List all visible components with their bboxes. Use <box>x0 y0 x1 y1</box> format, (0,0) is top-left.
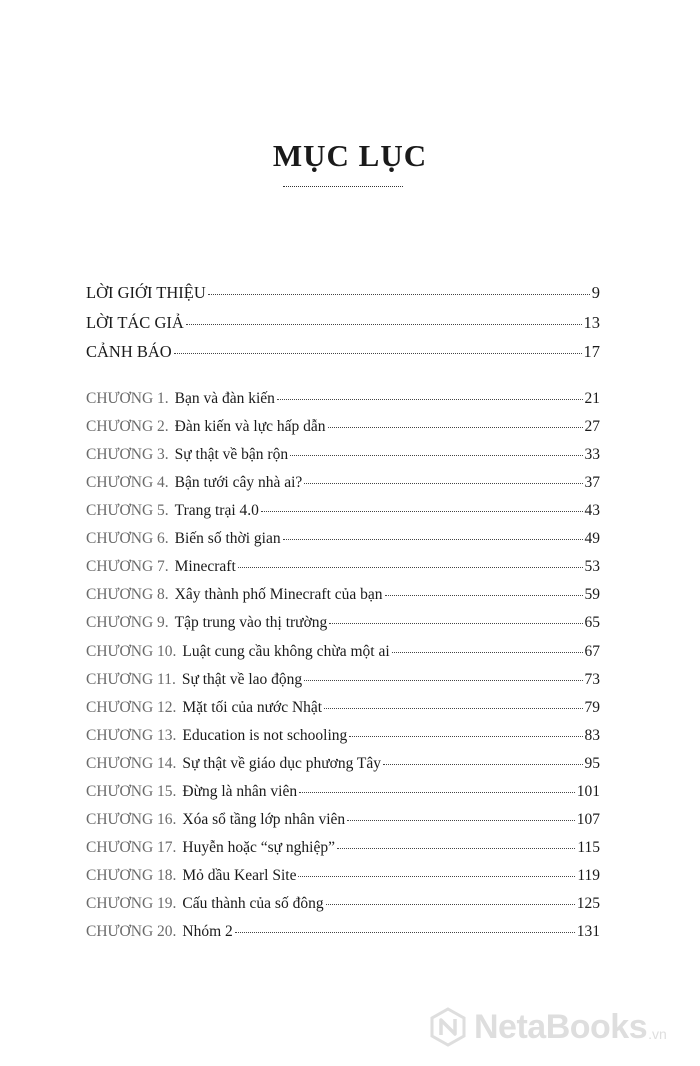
toc-page-number: 53 <box>584 558 600 575</box>
toc-leader <box>329 623 582 624</box>
toc-chapter-label: CHƯƠNG 12. <box>86 699 177 716</box>
toc-page-number: 43 <box>584 502 600 519</box>
toc-entry-title: Sự thật về giáo dục phương Tây <box>182 755 382 772</box>
toc-entry-title: Minecraft <box>174 558 236 575</box>
toc-entry-title: Xây thành phố Minecraft của bạn <box>174 586 383 603</box>
toc-page-number: 115 <box>577 839 600 856</box>
toc-leader <box>298 876 575 877</box>
toc-entry-title: Biến số thời gian <box>174 530 281 547</box>
toc-chapter-label: CHƯƠNG 2. <box>86 418 169 435</box>
toc-page-number: 9 <box>591 283 600 302</box>
toc-entry-chapter-16 <box>86 811 600 829</box>
toc-page-number: 65 <box>584 614 600 631</box>
page-title: MỤC LỤC <box>272 138 428 173</box>
toc-entry-chapter-19 <box>86 895 600 913</box>
toc-page-number: 107 <box>576 811 600 828</box>
toc-chapter-label: CHƯƠNG 16. <box>86 811 177 828</box>
toc-chapter-label: CHƯƠNG 9. <box>86 614 169 631</box>
toc-entry-chapter-3 <box>86 446 600 464</box>
toc-entry-title: Mỏ dầu Kearl Site <box>182 867 297 884</box>
toc-entry-front-1 <box>86 283 600 303</box>
toc-chapter-label: CHƯƠNG 20. <box>86 923 177 940</box>
toc-chapter-label: CHƯƠNG 3. <box>86 446 169 463</box>
toc-entry-chapter-6 <box>86 530 600 548</box>
toc-entry-chapter-11 <box>86 671 600 689</box>
toc-entry-chapter-13 <box>86 727 600 745</box>
toc-chapter-label: CHƯƠNG 6. <box>86 530 169 547</box>
toc-entry-title: Huyễn hoặc “sự nghiệp” <box>182 839 335 856</box>
toc-leader <box>349 736 582 737</box>
toc-entry-title: Luật cung cầu không chừa một ai <box>182 643 390 660</box>
toc-leader <box>324 708 582 709</box>
toc-chapter-label: CHƯƠNG 14. <box>86 755 177 772</box>
toc-entry-chapter-17 <box>86 839 600 857</box>
table-of-contents <box>86 0 600 1066</box>
toc-chapter-label: CHƯƠNG 15. <box>86 783 177 800</box>
toc-chapter-label: CHƯƠNG 5. <box>86 502 169 519</box>
toc-entry-chapter-20 <box>86 923 600 941</box>
toc-page-number: 59 <box>584 586 600 603</box>
toc-chapter-label: CHƯƠNG 11. <box>86 671 176 688</box>
toc-leader <box>261 511 583 512</box>
toc-entry-title: Nhóm 2 <box>182 923 233 940</box>
toc-page-number: 67 <box>584 643 600 660</box>
toc-entry-title: Bận tưới cây nhà ai? <box>174 474 303 491</box>
toc-chapter-label: CHƯƠNG 18. <box>86 867 177 884</box>
toc-entry-chapter-12 <box>86 699 600 717</box>
netabooks-logo-icon <box>428 1007 468 1047</box>
toc-page-number: 83 <box>584 727 600 744</box>
toc-chapter-label: CHƯƠNG 17. <box>86 839 177 856</box>
toc-entry-title: Sự thật về lao động <box>181 671 303 688</box>
toc-leader <box>238 567 583 568</box>
toc-entry-front-3 <box>86 342 600 362</box>
toc-entry-title: CẢNH BÁO <box>86 342 172 361</box>
toc-page-number: 37 <box>584 474 600 491</box>
toc-page-number: 49 <box>584 530 600 547</box>
toc-chapter-label: CHƯƠNG 19. <box>86 895 177 912</box>
toc-entry-title: Bạn và đàn kiến <box>174 390 275 407</box>
toc-leader <box>304 483 582 484</box>
toc-entry-title: Đừng là nhân viên <box>182 783 298 800</box>
toc-chapter-label: CHƯƠNG 7. <box>86 558 169 575</box>
toc-page-number: 13 <box>583 313 600 332</box>
toc-entry-title: Sự thật về bận rộn <box>174 446 289 463</box>
watermark <box>428 1002 698 1052</box>
toc-entry-chapter-1 <box>86 390 600 408</box>
toc-page-number: 79 <box>584 699 600 716</box>
watermark-brand: NetaBooks <box>474 1007 648 1046</box>
toc-leader <box>347 820 575 821</box>
toc-leader <box>326 904 575 905</box>
toc-page-number: 119 <box>577 867 600 884</box>
toc-entry-title: Đàn kiến và lực hấp dẫn <box>174 418 326 435</box>
toc-entry-chapter-18 <box>86 867 600 885</box>
toc-page-number: 131 <box>576 923 600 940</box>
toc-leader <box>277 399 583 400</box>
toc-page-number: 33 <box>584 446 600 463</box>
toc-entry-chapter-4 <box>86 474 600 492</box>
toc-entry-chapter-5 <box>86 502 600 520</box>
toc-leader <box>337 848 575 849</box>
toc-chapter-label: CHƯƠNG 13. <box>86 727 177 744</box>
toc-entry-chapter-8 <box>86 586 600 604</box>
toc-leader <box>208 294 590 295</box>
toc-entry-title: LỜI TÁC GIẢ <box>86 313 184 332</box>
toc-leader <box>299 792 575 793</box>
toc-entry-title: Xóa sổ tầng lớp nhân viên <box>182 811 346 828</box>
toc-entry-title: LỜI GIỚI THIỆU <box>86 283 206 302</box>
toc-entry-title: Mặt tối của nước Nhật <box>182 699 323 716</box>
toc-leader <box>383 764 582 765</box>
toc-entry-title: Trang trại 4.0 <box>174 502 259 519</box>
toc-leader <box>385 595 583 596</box>
toc-chapter-label: CHƯƠNG 1. <box>86 390 169 407</box>
toc-entry-title: Tập trung vào thị trường <box>174 614 328 631</box>
toc-chapter-label: CHƯƠNG 4. <box>86 474 169 491</box>
toc-leader <box>328 427 583 428</box>
toc-page-number: 95 <box>584 755 600 772</box>
toc-chapter-label: CHƯƠNG 8. <box>86 586 169 603</box>
toc-entry-chapter-14 <box>86 755 600 773</box>
toc-leader <box>174 353 582 354</box>
toc-entry-chapter-7 <box>86 558 600 576</box>
toc-leader <box>186 324 582 325</box>
toc-leader <box>392 652 583 653</box>
toc-entry-front-2 <box>86 313 600 333</box>
toc-leader <box>283 539 583 540</box>
toc-entry-title: Cấu thành của số đông <box>182 895 324 912</box>
toc-page-number: 73 <box>584 671 600 688</box>
toc-entry-chapter-9 <box>86 614 600 632</box>
toc-leader <box>235 932 575 933</box>
toc-entry-chapter-15 <box>86 783 600 801</box>
toc-entry-title: Education is not schooling <box>182 727 348 744</box>
toc-page-number: 21 <box>584 390 600 407</box>
toc-leader <box>290 455 582 456</box>
watermark-suffix: .vn <box>648 1026 667 1042</box>
toc-chapter-label: CHƯƠNG 10. <box>86 643 177 660</box>
toc-page-number: 27 <box>584 418 600 435</box>
toc-page-number: 125 <box>576 895 600 912</box>
toc-page-number: 101 <box>576 783 600 800</box>
toc-leader <box>304 680 582 681</box>
toc-entry-chapter-10 <box>86 643 600 661</box>
toc-page-number: 17 <box>583 342 600 361</box>
toc-entry-chapter-2 <box>86 418 600 436</box>
